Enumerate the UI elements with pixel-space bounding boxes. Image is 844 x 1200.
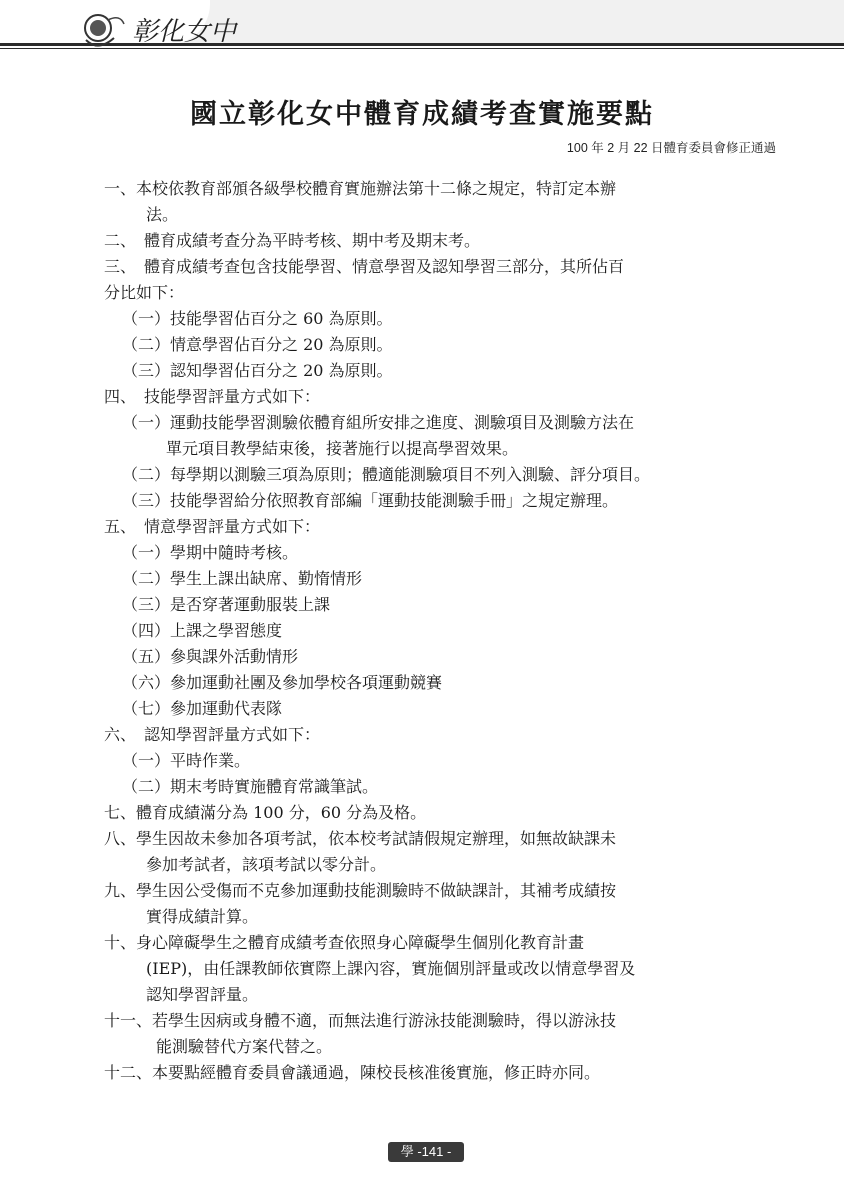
clause-4-item-3: （三）技能學習給分依照教育部編「運動技能測驗手冊」之規定辦理。 [122, 491, 619, 510]
clause-5-item-3: （三）是否穿著運動服裝上課 [122, 595, 331, 614]
clause-12: 十二、本要點經體育委員會議通過，陳校長核准後實施，修正時亦同。 [104, 1063, 601, 1082]
clause-10-cont-2: 認知學習評量。 [146, 985, 259, 1004]
clause-5-item-6: （六）參加運動社團及參加學校各項運動競賽 [122, 673, 443, 692]
clause-9-cont: 實得成績計算。 [146, 907, 259, 926]
document-body [104, 176, 744, 1086]
clause-1-cont: 法。 [146, 205, 179, 224]
clause-11: 十一、若學生因病或身體不適，而無法進行游泳技能測驗時，得以游泳技 [104, 1011, 617, 1030]
clause-11-cont: 能測驗替代方案代替之。 [156, 1037, 333, 1056]
clause-1: 一、本校依教育部頒各級學校體育實施辦法第十二條之規定，特訂定本辦 [104, 179, 617, 198]
clause-4-item-1-cont: 單元項目教學結束後，接著施行以提高學習效果。 [166, 439, 519, 458]
clause-5-item-4: （四）上課之學習態度 [122, 621, 283, 640]
clause-7: 七、體育成績滿分為 100 分，60 分為及格。 [104, 803, 427, 822]
clause-10: 十、身心障礙學生之體育成績考查依照身心障礙學生個別化教育計畫 [104, 933, 585, 952]
clause-5-item-2: （二）學生上課出缺席、勤惰情形 [122, 569, 363, 588]
clause-6-item-1: （一）平時作業。 [122, 751, 251, 770]
clause-2: 二、 體育成績考查分為平時考核、期中考及期末考。 [104, 231, 481, 250]
clause-3-cont: 分比如下： [104, 283, 185, 302]
clause-3-item-1: （一）技能學習佔百分之 60 為原則。 [122, 309, 393, 328]
page-number: 學 -141 - [388, 1142, 464, 1162]
clause-4-item-1: （一）運動技能學習測驗依體育組所安排之進度、測驗項目及測驗方法在 [122, 413, 635, 432]
clause-5-item-5: （五）參與課外活動情形 [122, 647, 299, 666]
clause-6-item-2: （二）期末考時實施體育常識筆試。 [122, 777, 379, 796]
clause-9: 九、學生因公受傷而不克參加運動技能測驗時不做缺課計，其補考成績按 [104, 881, 617, 900]
clause-5-item-7: （七）參加運動代表隊 [122, 699, 283, 718]
clause-3-item-2: （二）情意學習佔百分之 20 為原則。 [122, 335, 393, 354]
page-title: 國立彰化女中體育成績考查實施要點 [190, 99, 654, 130]
logo-text: 彰化女中 [132, 17, 237, 47]
clause-5: 五、 情意學習評量方式如下： [104, 517, 321, 536]
clause-6: 六、 認知學習評量方式如下： [104, 725, 321, 744]
clause-3-item-3: （三）認知學習佔百分之 20 為原則。 [122, 361, 393, 380]
clause-8-cont: 參加考試者，該項考試以零分計。 [146, 855, 387, 874]
clause-8: 八、學生因故未參加各項考試，依本校考試請假規定辦理，如無故缺課未 [104, 829, 617, 848]
clause-5-item-1: （一）學期中隨時考核。 [122, 543, 299, 562]
clause-4-item-2: （二）每學期以測驗三項為原則；體適能測驗項目不列入測驗、評分項目。 [122, 465, 651, 484]
clause-10-cont-1: (IEP)，由任課教師依實際上課內容，實施個別評量或改以情意學習及 [146, 959, 636, 978]
clause-3: 三、 體育成績考查包含技能學習、情意學習及認知學習三部分，其所佔百 [104, 257, 625, 276]
school-logo [80, 10, 300, 50]
clause-4: 四、 技能學習評量方式如下： [104, 387, 321, 406]
revision-note: 100 年 2 月 22 日體育委員會修正通過 [566, 141, 776, 155]
